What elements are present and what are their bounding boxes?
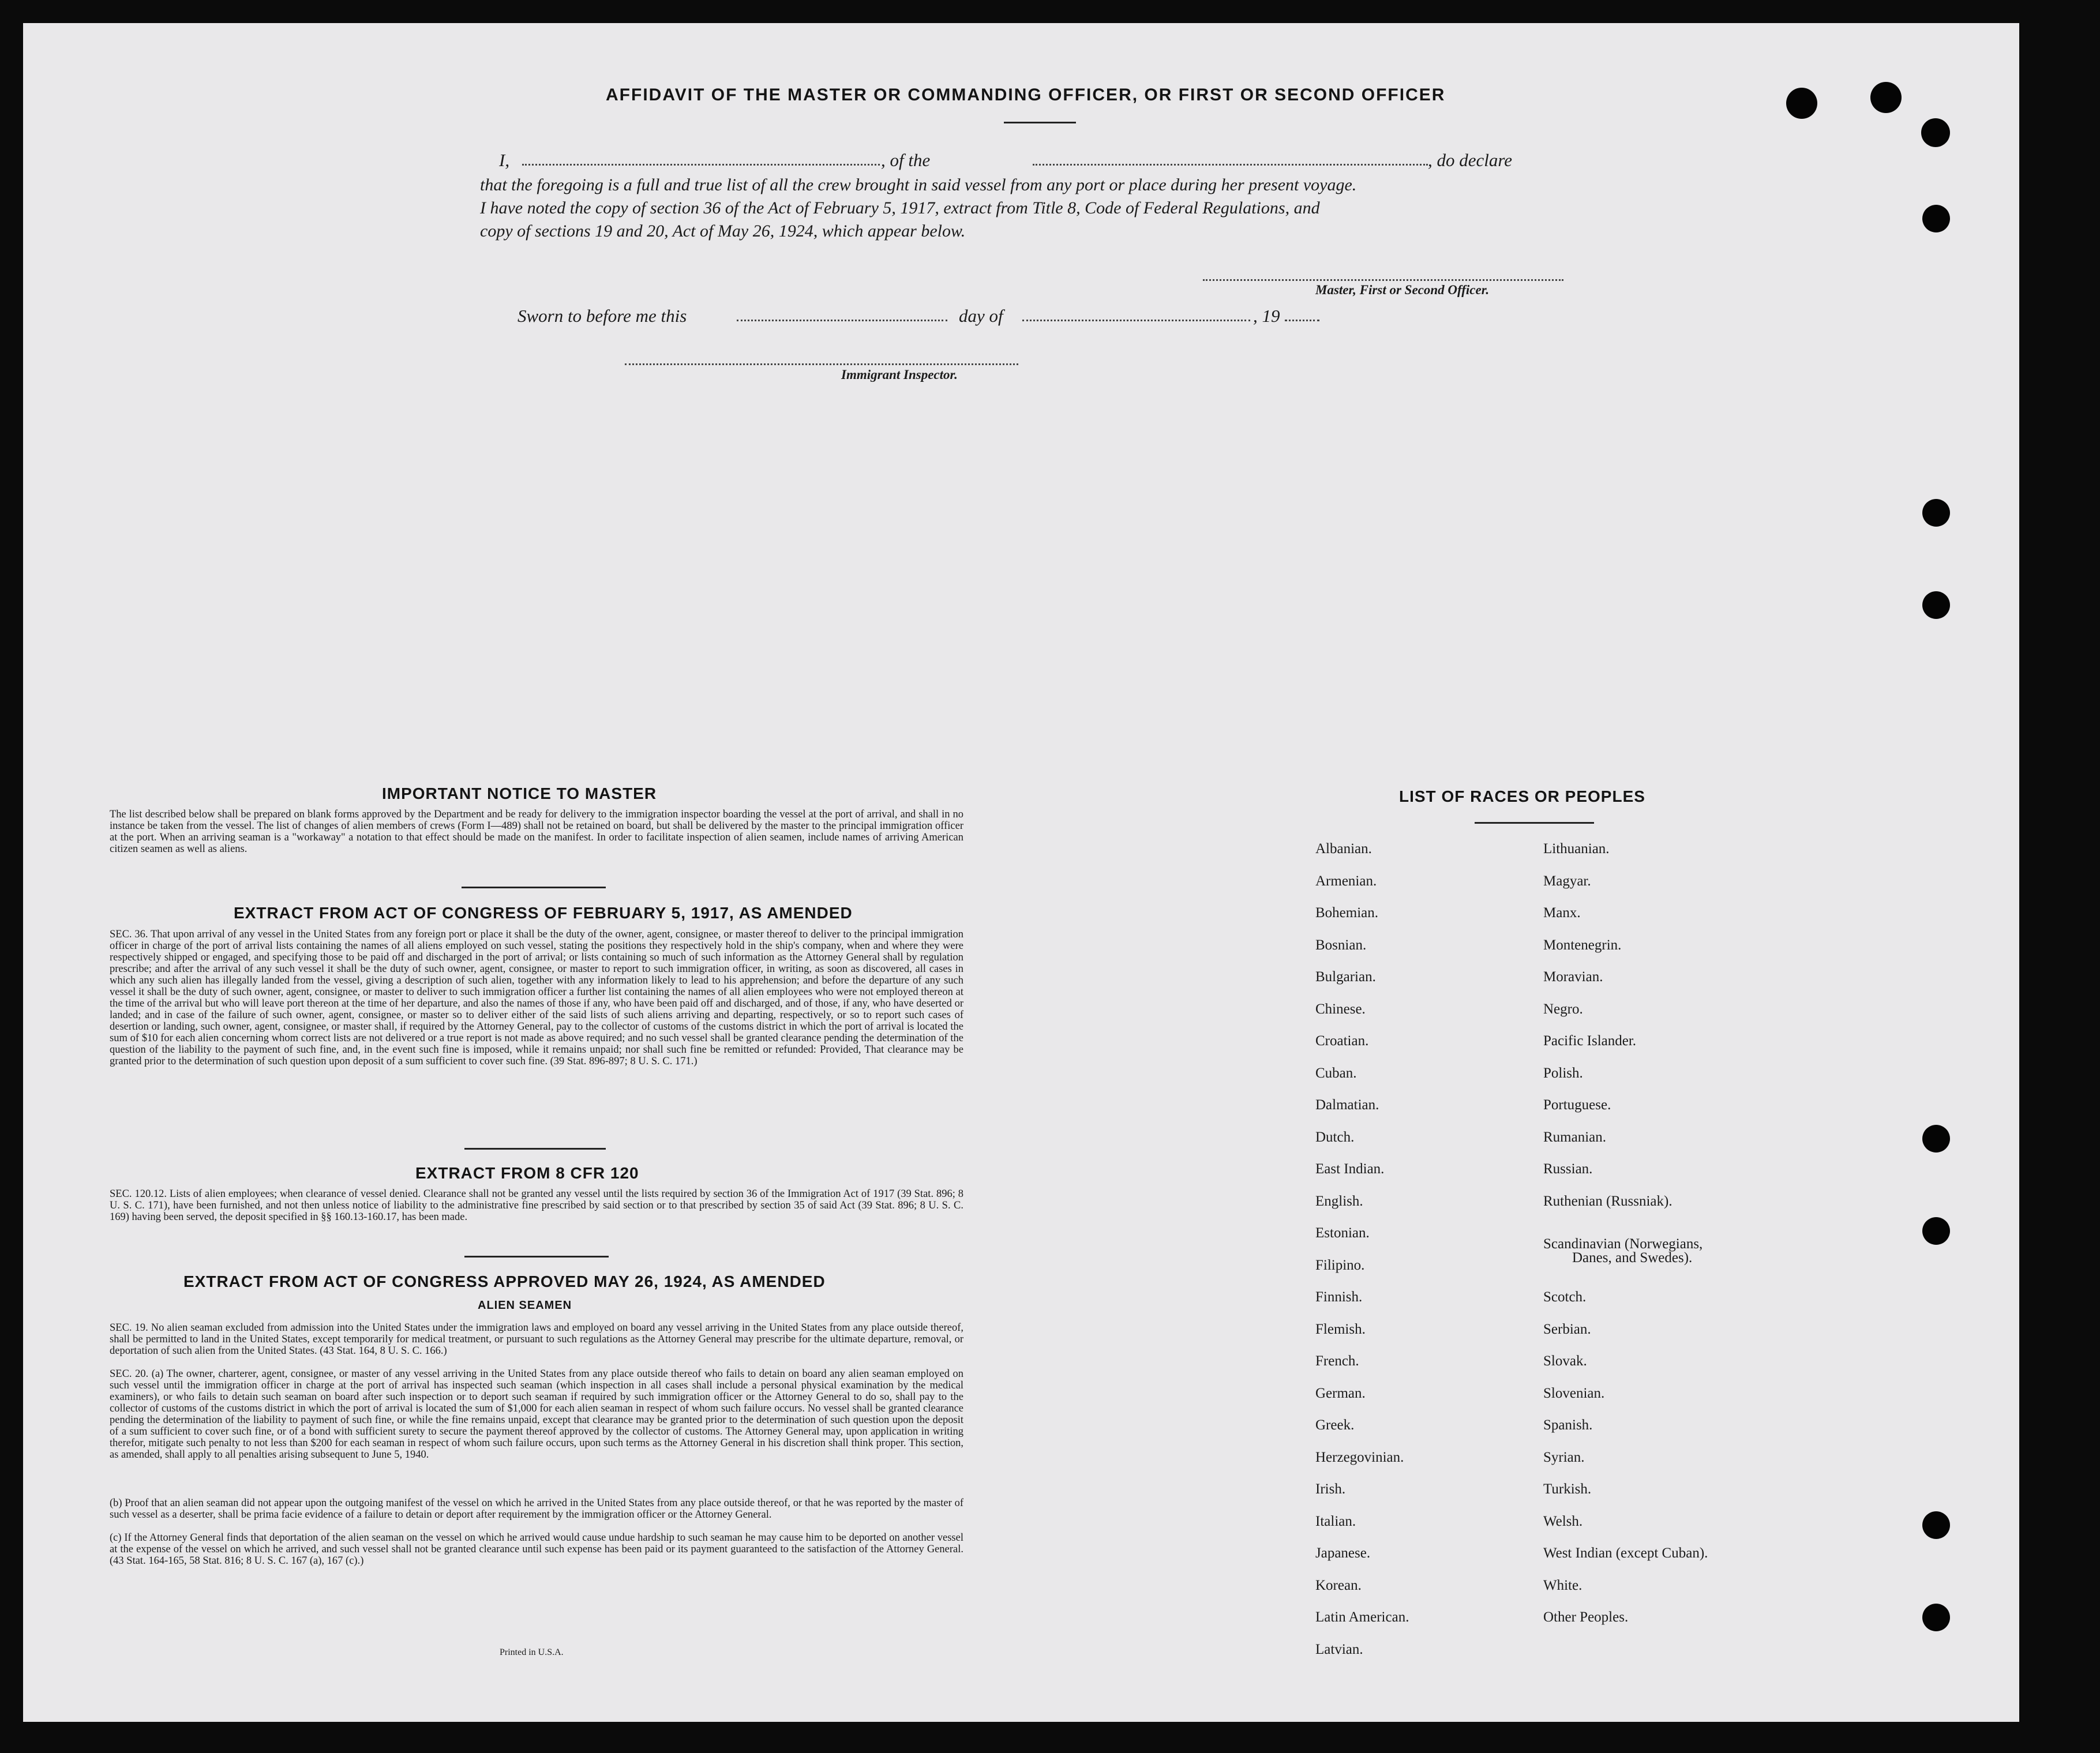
master-signature-label: Master, First or Second Officer. (1315, 283, 1490, 297)
race-item: Dutch. (1315, 1129, 1355, 1145)
notice-rule (462, 887, 606, 888)
race-item: Slovenian. (1543, 1385, 1605, 1401)
sworn-month-blank[interactable] (1022, 320, 1250, 321)
notice-title: IMPORTANT NOTICE TO MASTER (382, 784, 657, 802)
race-item: Bosnian. (1315, 937, 1367, 953)
race-item: White. (1543, 1577, 1582, 1593)
punch-hole-2 (1870, 82, 1902, 113)
race-item: Serbian. (1543, 1321, 1591, 1337)
punch-hole-1 (1786, 88, 1817, 119)
race-item: Portuguese. (1543, 1097, 1611, 1113)
races-title: LIST OF RACES OR PEOPLES (1399, 787, 1645, 805)
punch-hole-6 (1922, 591, 1950, 619)
race-item: Dalmatian. (1315, 1097, 1379, 1113)
races-left-column (1315, 841, 1546, 1672)
extract-1924-sec19: SEC. 19. No alien seaman excluded from admission into the United States under the immigration laws and employed on board any vessel arriving in the United States from any place outside thereof, shall be permitted to land in the United States, except temporarily for medical treatment, or pursuant to such regulations as the Attorney General may prescribe for the ultimate departure, removal, or deportation of such alien from the United States. (43 Stat. 164, 8 U. S. C. 166.) (110, 1322, 963, 1357)
punch-hole-10 (1922, 1604, 1950, 1631)
race-item: Irish. (1315, 1481, 1346, 1497)
race-item: West Indian (except Cuban). (1543, 1545, 1708, 1561)
race-item: Welsh. (1543, 1513, 1583, 1529)
race-item: Spanish. (1543, 1417, 1593, 1433)
day-of-label: day of (959, 306, 1003, 326)
race-item: Slovak. (1543, 1353, 1587, 1369)
race-item: Albanian. (1315, 841, 1372, 857)
cfr-body: SEC. 120.12. Lists of alien employees; when clearance of vessel denied. Clearance shall not be granted any vessel until the lists required by section 36 of the Immigration Act of 1917 (39 Stat. 896; 8 U. S. C. 171), have been furnished, and not then unless notice of liability to the administrative fine prescribed by said section or to that prescribed by section 35 of said Act (39 Stat. 896; 8 U. S. C. 169) having been served, the deposit specified in §§ 160.13-160.17, has been made. (110, 1188, 963, 1223)
race-item: East Indian. (1315, 1161, 1385, 1177)
race-item: Manx. (1543, 905, 1581, 921)
extract-1924-sec20c: (c) If the Attorney General finds that deportation of the alien seaman on the vessel on which he arrived would cause undue hardship to such seaman he may cause him to be deported on another vessel at the expense of the vessel on which he arrived, and such vessel shall not be granted clearance until such expense has been paid or its payment guaranteed to the satisfaction of the Attorney General. (43 Stat. 164-165, 58 Stat. 816; 8 U. S. C. 167 (a), 167 (c).) (110, 1532, 963, 1567)
race-item: Herzegovinian. (1315, 1449, 1404, 1465)
race-item: Lithuanian. (1543, 841, 1610, 857)
races-rule (1475, 822, 1594, 824)
race-item: Cuban. (1315, 1065, 1357, 1081)
race-item: Scotch. (1543, 1289, 1587, 1305)
race-item: Scandinavian (Norwegians, (1543, 1236, 1703, 1252)
master-signature-line[interactable] (1203, 279, 1563, 281)
cfr-title: EXTRACT FROM 8 CFR 120 (415, 1164, 639, 1182)
affidavit-line-4: copy of sections 19 and 20, Act of May 26, 1924, which appear below. (480, 222, 966, 241)
race-item: Estonian. (1315, 1225, 1370, 1241)
race-item: Italian. (1315, 1513, 1356, 1529)
races-right-column (1543, 841, 1832, 1649)
declarant-name-blank[interactable] (522, 164, 880, 166)
race-item: Rumanian. (1543, 1129, 1607, 1145)
race-item: Negro. (1543, 1001, 1583, 1017)
cfr-rule (464, 1256, 609, 1257)
race-item: Chinese. (1315, 1001, 1366, 1017)
affidavit-of-the: , of the (881, 150, 931, 170)
affidavit-title: AFFIDAVIT OF THE MASTER OR COMMANDING OFFICER, OR FIRST OR SECOND OFFICER (606, 85, 1446, 104)
extract-1924-sec20b: (b) Proof that an alien seaman did not appear upon the outgoing manifest of the vessel on which he arrived in the United States from any place outside thereof, or that he was reported by the master of such vessel as a deserter, shall be prima facie evidence of a failure to detain or deport after requirement by the immigration officer or the Attorney General. (110, 1497, 963, 1521)
race-item: French. (1315, 1353, 1359, 1369)
extract-1917-body: SEC. 36. That upon arrival of any vessel in the United States from any foreign port or place it shall be the duty of the owner, agent, consignee, or master thereof to deliver to the principal immigration officer in charge of the port of arrival lists containing the names of all aliens employed on such vessel, stating the positions they respectively hold in the ship's company, when and where they were respectively shipped or engaged, and specifying those to be paid off and discharged in the port of arrival; or lists containing so much of such information as the Attorney General shall by regulation prescribe; and after the arrival of any such vessel it shall be the duty of such owner, agent, consignee, or master to report to such immigration officer, in writing, as soon as discovered, all cases in which any such alien has illegally landed from the vessel, giving a description of such alien, together with any information likely to lead to his apprehension; and before the departure of any such vessel it shall be the duty of such owner, agent, consignee, or master to deliver to such immigration officer a further list containing the names of all alien employees who were not employed thereon at the time of the arrival but who will leave port thereon at the time of her departure, and also the names of those if any, who have been paid off and discharged, and of those, if any, who have deserted or landed; and in case of the failure of such owner, agent, consignee, or master so to deliver either of the said lists of such aliens arriving and departing, respectively, or so to report such cases of desertion or landing, such owner, agent, consignee, or master shall, if required by the Attorney General, pay to the collector of customs of the customs district in which the port of arrival is located the sum of $10 for each alien concerning whom correct lists are not delivered or a true report is not made as above required; and no such vessel shall be granted clearance pending the determination of the question of the liability to the payment of such fine, and, in the event such fine is imposed, while it remains unpaid; nor shall such fine be remitted or refunded: Provided, That clearance may be granted prior to the determination of such question upon deposit of a sum sufficient to cover such fine. (39 Stat. 896-897; 8 U. S. C. 171.) (110, 929, 963, 1067)
punch-hole-8 (1922, 1217, 1950, 1245)
punch-hole-4 (1922, 205, 1950, 232)
race-item: Magyar. (1543, 873, 1591, 889)
extract-1924-title: EXTRACT FROM ACT OF CONGRESS APPROVED MAY 26, 1924, AS AMENDED (183, 1272, 826, 1290)
extract-1924-subtitle: ALIEN SEAMEN (478, 1299, 572, 1312)
race-item: Polish. (1543, 1065, 1583, 1081)
race-item: German. (1315, 1385, 1366, 1401)
notice-body: The list described below shall be prepared on blank forms approved by the Department and be ready for delivery to the immigration inspector boarding the vessel at the port of arrival, and shall in no instance be taken from the vessel. The list of changes of alien members of crews (Form I—489) shall not be retained on board, but shall be delivered by the master to the principal immigration officer at the port. When an arriving seaman is a "workaway" a notation to that effect should be made on the manifest. In order to facilitate inspection of alien seamen, include names of arriving American citizen seamen as well as aliens. (110, 809, 963, 855)
race-item: Latvian. (1315, 1641, 1363, 1657)
race-item: Korean. (1315, 1577, 1362, 1593)
sworn-day-blank[interactable] (737, 320, 947, 321)
affidavit-title-rule (1004, 122, 1076, 123)
extract-1917-rule (464, 1148, 606, 1150)
affidavit-declarant-line (499, 150, 1563, 173)
race-item: Filipino. (1315, 1257, 1365, 1273)
race-item: Flemish. (1315, 1321, 1366, 1337)
race-item: Bulgarian. (1315, 969, 1376, 985)
punch-hole-7 (1922, 1125, 1950, 1153)
affidavit-i: I, (499, 150, 510, 170)
race-item: Finnish. (1315, 1289, 1363, 1305)
punch-hole-9 (1922, 1511, 1950, 1539)
race-item: Japanese. (1315, 1545, 1371, 1561)
inspector-signature-line[interactable] (625, 363, 1018, 365)
race-item: Armenian. (1315, 873, 1377, 889)
vessel-name-blank[interactable] (1033, 164, 1428, 166)
race-item: English. (1315, 1193, 1363, 1209)
punch-hole-3 (1921, 118, 1950, 147)
race-item: Latin American. (1315, 1609, 1409, 1625)
race-item: Greek. (1315, 1417, 1355, 1433)
race-item: Danes, and Swedes). (1572, 1250, 1693, 1266)
sworn-line (518, 306, 1325, 329)
punch-hole-5 (1922, 499, 1950, 527)
extract-1924-sec20: SEC. 20. (a) The owner, charterer, agent, consignee, or master of any vessel arriving in the United States from any place outside thereof who fails to detain on board any alien seaman employed on such vessel until the immigration officer in charge at the port of arrival has inspected such seaman (which inspection in all cases shall include a personal physical examination by the medical examiners), or who fails to detain such seaman on board after such inspection or to deport such seaman if required by such immigration officer or the Attorney General to do so, shall pay to the collector of customs of the customs district in which the port of arrival is located the sum of $1,000 for each alien seaman in respect of whom such failure occurs. No vessel shall be granted clearance pending the determination of the liability to payment of such fine, or while the fine remains unpaid, except that clearance may be granted prior to the determination of such question upon the deposit of a sum sufficient to cover such fine, or of a bond with sufficient surety to secure the payment thereof approved by the collector of customs. The Attorney General may, upon application in writing therefor, mitigate such penalty to not less than $200 for each seaman in respect of whom such failure occurs, upon such terms as the Attorney General in his discretion shall think proper. This section, as amended, shall apply to all penalties arising subsequent to June 5, 1940. (110, 1368, 963, 1461)
race-item: Turkish. (1543, 1481, 1592, 1497)
race-item: Pacific Islander. (1543, 1033, 1637, 1049)
extract-1917-title: EXTRACT FROM ACT OF CONGRESS OF FEBRUARY 5, 1917, AS AMENDED (234, 904, 853, 922)
race-item: Russian. (1543, 1161, 1593, 1177)
affidavit-line-2: that the foregoing is a full and true list of all the crew brought in said vessel from any port or place during her present voyage. (480, 175, 1357, 194)
sworn-year-blank[interactable] (1285, 320, 1319, 321)
race-item: Ruthenian (Russniak). (1543, 1193, 1672, 1209)
race-item: Montenegrin. (1543, 937, 1622, 953)
year-label: , 19 (1253, 306, 1280, 326)
race-item: Croatian. (1315, 1033, 1369, 1049)
sworn-label: Sworn to before me this (518, 306, 687, 326)
inspector-signature-label: Immigrant Inspector. (841, 367, 958, 382)
race-item: Other Peoples. (1543, 1609, 1629, 1625)
race-item: Moravian. (1543, 969, 1603, 985)
printed-in-usa: Printed in U.S.A. (500, 1647, 564, 1657)
race-item: Syrian. (1543, 1449, 1585, 1465)
race-item: Bohemian. (1315, 905, 1379, 921)
affidavit-do-declare: , do declare (1428, 150, 1513, 170)
affidavit-line-3: I have noted the copy of section 36 of the Act of February 5, 1917, extract from Title 8, Code of Federal Regulations, and (480, 198, 1320, 217)
